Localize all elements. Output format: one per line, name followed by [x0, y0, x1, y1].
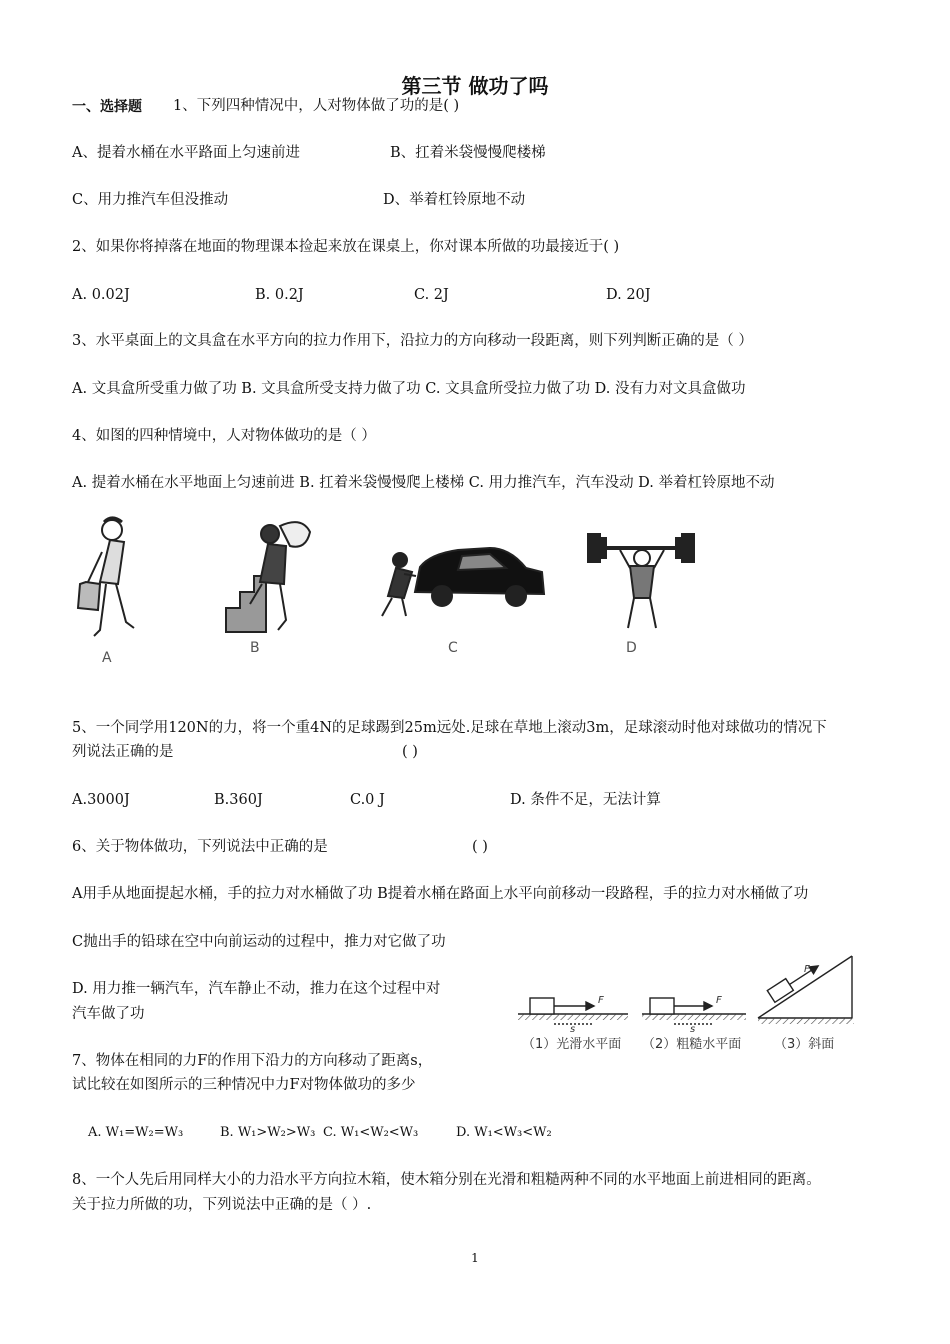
- q1-option-a: A、提着水桶在水平路面上匀速前进: [72, 145, 300, 161]
- q4-label-c: C: [448, 640, 458, 656]
- scene-a-person-bucket: [78, 518, 134, 636]
- q6-option-d-line1: D. 用力推一辆汽车，汽车静止不动，推力在这个过程中对: [72, 981, 441, 997]
- q6-answer-paren: ( ): [472, 839, 488, 855]
- q7-caption-2: （2）粗糙水平面: [642, 1037, 742, 1052]
- q1-option-d: D、举着杠铃原地不动: [383, 192, 526, 208]
- q7-caption-3: （3）斜面: [774, 1037, 835, 1052]
- rough-distance-label: s: [690, 1024, 696, 1035]
- q5-option-b: B.360J: [214, 792, 263, 808]
- q4-scenes-figure: [70, 512, 710, 672]
- q4-label-a: A: [102, 650, 112, 666]
- q7-option-a: A. W₁=W₂=W₃: [88, 1125, 184, 1140]
- smooth-distance-label: s: [570, 1024, 576, 1035]
- q7-caption-1: （1）光滑水平面: [522, 1037, 622, 1052]
- q5-option-c: C.0 J: [350, 792, 385, 808]
- q7-surfaces-figure: [508, 952, 880, 1056]
- smooth-force-label: F: [598, 995, 604, 1006]
- q6-option-d-line2: 汽车做了功: [72, 1006, 145, 1022]
- section-heading: 一、选择题: [72, 99, 142, 115]
- q7-line2: 试比较在如图所示的三种情况中力F对物体做功的多少: [72, 1077, 416, 1093]
- q5-line2: 列说法正确的是: [72, 744, 174, 760]
- q6-option-ab: A用手从地面提起水桶，手的拉力对水桶做了功 B提着水桶在路面上水平向前移动一段路程，手的拉力对水桶做了功: [72, 886, 809, 902]
- q5-option-d: D. 条件不足，无法计算: [510, 792, 661, 808]
- q5-option-a: A.3000J: [72, 792, 130, 808]
- rough-force-label: F: [716, 995, 722, 1006]
- q1-option-c: C、用力推汽车但没推动: [72, 192, 229, 208]
- q5-line1: 5、一个同学用120N的力，将一个重4N的足球踢到25m远处.足球在草地上滚动3m，足球滚动时他对球做功的情况下: [72, 720, 827, 736]
- page-number: 1: [471, 1251, 479, 1265]
- surface-smooth: [518, 998, 628, 1024]
- scene-d-weightlifter: [588, 534, 694, 628]
- surface-rough: [642, 998, 746, 1024]
- q3-stem: 3、水平桌面上的文具盒在水平方向的拉力作用下，沿拉力的方向移动一段距离，则下列判断正确的是（ ）: [72, 333, 753, 349]
- q2-option-a: A. 0.02J: [72, 287, 130, 303]
- incline-force-label: F: [804, 964, 810, 975]
- q8-line2: 关于拉力所做的功，下列说法中正确的是（ ）.: [72, 1197, 372, 1213]
- q2-option-b: B. 0.2J: [255, 287, 304, 303]
- q7-option-c: C. W₁<W₂<W₃: [323, 1125, 419, 1140]
- scene-b-stairs-sack: [226, 522, 310, 632]
- q8-line1: 8、一个人先后用同样大小的力沿水平方向拉木箱，使木箱分别在光滑和粗糙两种不同的水平地面上前进相同的距离。: [72, 1172, 821, 1188]
- q4-label-d: D: [626, 640, 637, 656]
- q7-option-b: B. W₁>W₂>W₃: [220, 1125, 316, 1140]
- q3-options: A. 文具盒所受重力做了功 B. 文具盒所受支持力做了功 C. 文具盒所受拉力做了功 D. 没有力对文具盒做功: [72, 381, 746, 397]
- q1-option-b: B、扛着米袋慢慢爬楼梯: [390, 145, 546, 161]
- scene-c-pushing-car: [382, 548, 544, 616]
- q4-options: A. 提着水桶在水平地面上匀速前进 B. 扛着米袋慢慢爬上楼梯 C. 用力推汽车，汽车没动 D. 举着杠铃原地不动: [72, 475, 775, 491]
- q1-stem: 1、下列四种情况中，人对物体做了功的是( ): [173, 98, 460, 114]
- q2-stem: 2、如果你将掉落在地面的物理课本捡起来放在课桌上，你对课本所做的功最接近于( ): [72, 239, 620, 255]
- q6-option-c: C抛出手的铅球在空中向前运动的过程中，推力对它做了功: [72, 934, 446, 950]
- q6-stem: 6、关于物体做功，下列说法中正确的是: [72, 839, 328, 855]
- q5-answer-paren: ( ): [402, 744, 418, 760]
- q4-label-b: B: [250, 640, 260, 656]
- page-title: 第三节 做功了吗: [401, 74, 549, 98]
- q2-option-d: D. 20J: [606, 287, 651, 303]
- q7-option-d: D. W₁<W₃<W₂: [456, 1125, 552, 1140]
- q4-stem: 4、如图的四种情境中，人对物体做功的是（ ）: [72, 428, 376, 444]
- q7-line1: 7、物体在相同的力F的作用下沿力的方向移动了距离s，: [72, 1053, 433, 1069]
- q2-option-c: C. 2J: [414, 287, 449, 303]
